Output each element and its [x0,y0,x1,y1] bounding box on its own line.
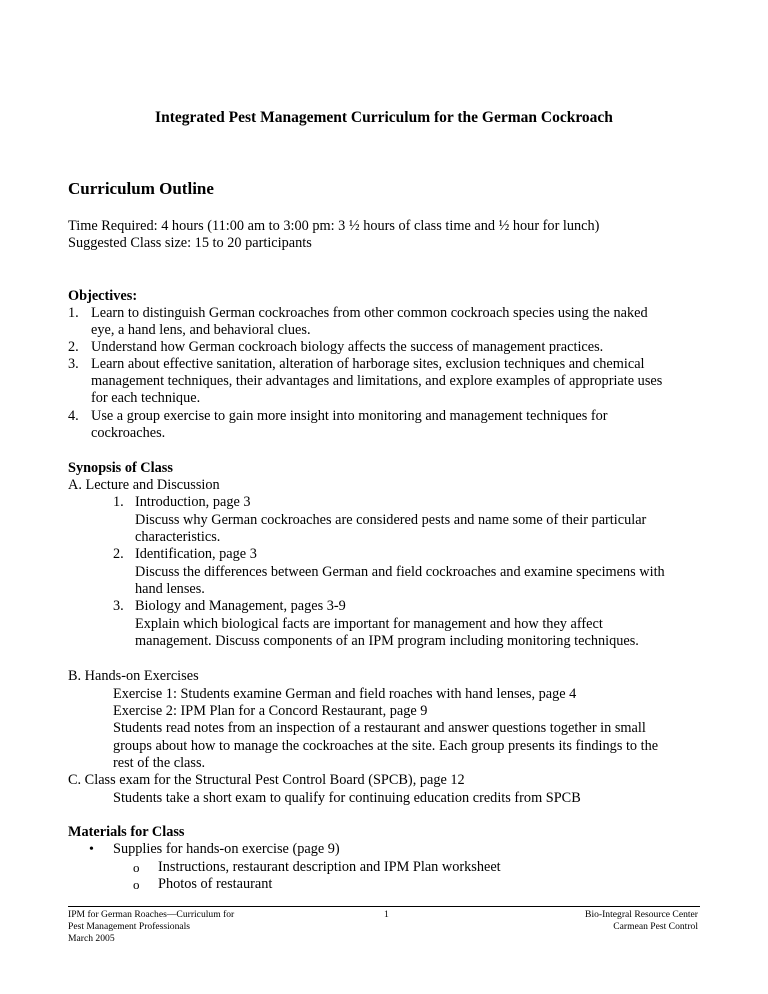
synopsis-item-desc: Discuss the differences between German and field cockroaches and examine specimens with [135,564,665,580]
objective-number: 4. [68,408,79,424]
exercise-line: Students read notes from an inspection of a restaurant and answer questions together in small [113,720,646,736]
synopsis-item-desc: Discuss why German cockroaches are considered pests and name some of their particular [135,512,647,528]
outline-heading: Curriculum Outline [68,179,214,198]
section-b-label: B. Hands-on Exercises [68,668,199,684]
synopsis-item-number: 1. [113,494,124,510]
materials-heading: Materials for Class [68,824,185,840]
time-required: Time Required: 4 hours (11:00 am to 3:00 pm: 3 ½ hours of class time and ½ hour for lunch) [68,218,600,234]
objective-line: eye, a hand lens, and behavioral clues. [91,322,311,338]
bullet-glyph: • [89,842,94,857]
exercise-line: groups about how to manage the cockroaches at the site. Each group presents its findings to the [113,738,659,754]
footer-divider [68,906,700,907]
objectives-heading: Objectives: [68,288,138,304]
synopsis-item-title: Identification, page 3 [135,546,257,562]
materials-sub-item: Instructions, restaurant description and IPM Plan worksheet [158,859,501,875]
objective-line: Learn about effective sanitation, alteration of harborage sites, exclusion techniques and chemical [91,356,645,372]
objective-number: 2. [68,339,79,355]
objective-number: 1. [68,305,79,321]
materials-sub-item: Photos of restaurant [158,876,273,892]
synopsis-item-desc: characteristics. [135,529,221,545]
synopsis-item-desc: management. Discuss components of an IPM program including monitoring techniques. [135,633,639,649]
synopsis-item-number: 2. [113,546,124,562]
exam-line: Students take a short exam to qualify for continuing education credits from SPCB [113,790,581,806]
objective-number: 3. [68,356,79,372]
synopsis-heading: Synopsis of Class [68,460,173,476]
synopsis-item-desc: Explain which biological facts are important for management and how they affect [135,616,603,632]
exercise-line: Exercise 1: Students examine German and field roaches with hand lenses, page 4 [113,686,577,702]
section-c-label: C. Class exam for the Structural Pest Control Board (SPCB), page 12 [68,772,465,788]
footer-left-line: Pest Management Professionals [68,921,191,932]
synopsis-item-title: Introduction, page 3 [135,494,251,510]
materials-bullet: Supplies for hands-on exercise (page 9) [113,841,340,857]
footer-left-line: March 2005 [68,933,115,944]
sub-bullet-glyph: o [133,877,140,892]
exercise-line: Exercise 2: IPM Plan for a Concord Restaurant, page 9 [113,703,428,719]
objective-line: cockroaches. [91,425,166,441]
synopsis-item-number: 3. [113,598,124,614]
synopsis-item-desc: hand lenses. [135,581,205,597]
sub-bullet-glyph: o [133,860,140,875]
footer-right-line: Carmean Pest Control [613,921,698,932]
section-a-label: A. Lecture and Discussion [68,477,220,493]
objective-line: Use a group exercise to gain more insight into monitoring and management techniques for [91,408,608,424]
objective-line: Understand how German cockroach biology affects the success of management practices. [91,339,604,355]
document-title: Integrated Pest Management Curriculum for the German Cockroach [155,109,613,126]
objective-line: management techniques, their advantages and limitations, and explore examples of appropriate uses [91,373,663,389]
exercise-line: rest of the class. [113,755,206,771]
objective-line: Learn to distinguish German cockroaches from other common cockroach species using the naked [91,305,648,321]
synopsis-item-title: Biology and Management, pages 3-9 [135,598,346,614]
class-size: Suggested Class size: 15 to 20 participants [68,235,312,251]
footer-left-line: IPM for German Roaches—Curriculum for [68,909,235,920]
objective-line: for each technique. [91,390,201,406]
footer-right-line: Bio-Integral Resource Center [585,909,698,920]
page-number: 1 [384,909,389,920]
